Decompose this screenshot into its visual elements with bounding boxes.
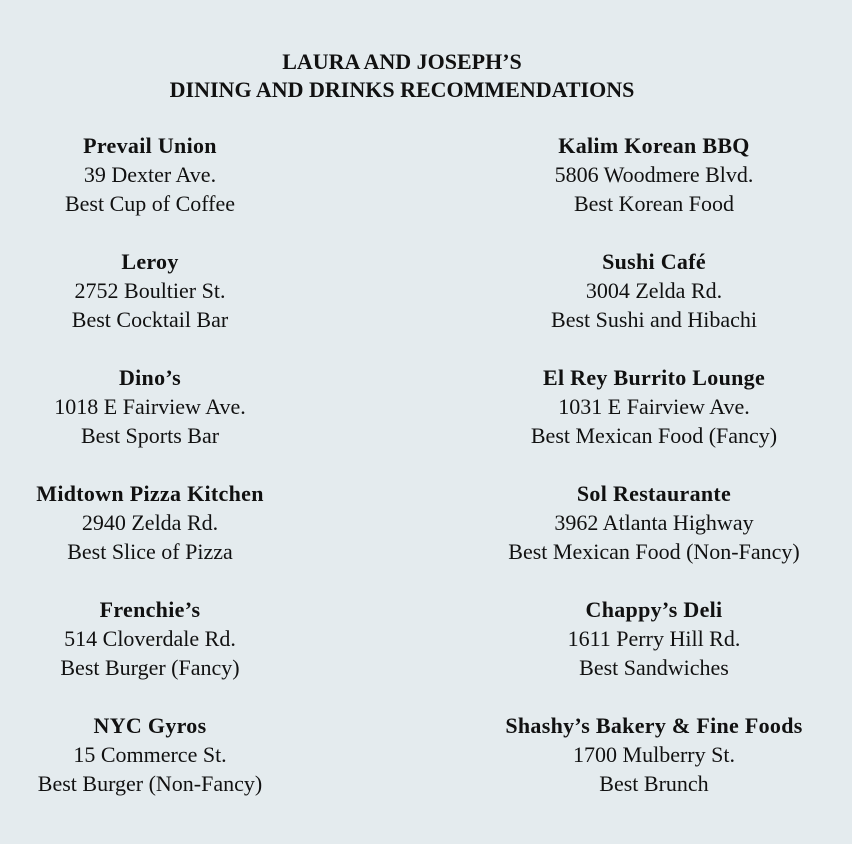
restaurant-note: Best Burger (Non-Fancy): [37, 771, 263, 796]
list-item: [0, 247, 300, 363]
restaurant-note: Best Burger (Fancy): [60, 655, 240, 680]
restaurant-name: Shashy’s Bakery & Fine Foods: [505, 713, 803, 738]
restaurant-address: 1700 Mulberry St.: [573, 742, 735, 767]
restaurant-address: 15 Commerce St.: [73, 742, 227, 767]
restaurant-note: Best Sandwiches: [579, 655, 729, 680]
restaurant-address: 514 Cloverdale Rd.: [64, 626, 236, 651]
list-item: [456, 131, 852, 247]
restaurant-address: 1031 E Fairview Ave.: [558, 394, 750, 419]
list-item: [0, 711, 300, 827]
restaurant-note: Best Sushi and Hibachi: [551, 307, 757, 332]
title-line-2: DINING AND DRINKS RECOMMENDATIONS: [169, 77, 635, 102]
restaurant-address: 1611 Perry Hill Rd.: [567, 626, 741, 651]
restaurant-name: Prevail Union: [83, 133, 217, 158]
list-item: [456, 247, 852, 363]
list-item: [456, 479, 852, 595]
restaurant-note: Best Slice of Pizza: [67, 539, 233, 564]
restaurant-note: Best Brunch: [599, 771, 709, 796]
restaurant-name: El Rey Burrito Lounge: [542, 365, 766, 390]
restaurant-name: NYC Gyros: [93, 713, 207, 738]
restaurant-name: Sol Restaurante: [576, 481, 732, 506]
list-item: [456, 711, 852, 827]
list-item: [0, 363, 300, 479]
restaurant-name: Frenchie’s: [99, 597, 201, 622]
restaurant-name: Leroy: [121, 249, 179, 274]
left-column: [0, 131, 300, 827]
restaurant-address: 3962 Atlanta Highway: [554, 510, 754, 535]
restaurant-note: Best Sports Bar: [80, 423, 220, 448]
restaurant-note: Best Mexican Food (Non-Fancy): [508, 539, 800, 564]
restaurant-address: 2940 Zelda Rd.: [81, 510, 219, 535]
list-item: [456, 595, 852, 711]
restaurant-name: Chappy’s Deli: [585, 597, 723, 622]
restaurant-note: Best Korean Food: [573, 191, 735, 216]
list-item: [0, 131, 300, 247]
restaurant-address: 2752 Boultier St.: [74, 278, 226, 303]
restaurant-address: 39 Dexter Ave.: [83, 162, 217, 187]
restaurant-address: 5806 Woodmere Blvd.: [554, 162, 754, 187]
list-item: [456, 363, 852, 479]
list-item: [0, 595, 300, 711]
title-line-1: LAURA AND JOSEPH’S: [282, 49, 522, 74]
restaurant-name: Dino’s: [118, 365, 182, 390]
restaurant-note: Best Cocktail Bar: [71, 307, 229, 332]
restaurant-address: 3004 Zelda Rd.: [585, 278, 723, 303]
restaurant-name: Sushi Café: [602, 249, 706, 274]
restaurant-note: Best Mexican Food (Fancy): [530, 423, 778, 448]
restaurant-name: Midtown Pizza Kitchen: [36, 481, 264, 506]
restaurant-note: Best Cup of Coffee: [64, 191, 236, 216]
right-column: [456, 131, 852, 827]
list-item: [0, 479, 300, 595]
restaurant-address: 1018 E Fairview Ave.: [54, 394, 246, 419]
page-title: [0, 48, 804, 104]
restaurant-name: Kalim Korean BBQ: [558, 133, 750, 158]
